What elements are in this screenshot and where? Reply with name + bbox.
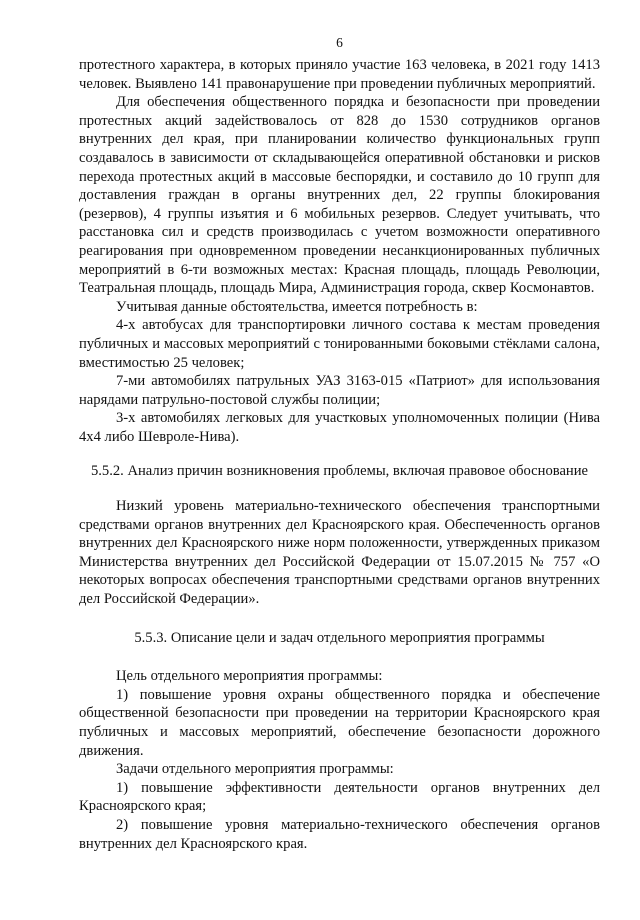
paragraph-need-passenger-cars: 3-х автомобилях легковых для участковых уполномоченных полиции (Нива 4х4 либо Шевроле-Нива). (79, 410, 600, 445)
paragraph-task-1: 1) повышение эффективности деятельности органов внутренних дел Красноярского края; (79, 779, 600, 815)
section-heading-5-5-2: 5.5.2. Анализ причин возникновения проблемы, включая правовое обоснование (90, 463, 589, 480)
paragraph-public-order-forces: Для обеспечения общественного порядка и безопасности при проведении протестных акций задействовалось от 828 до 1530 сотрудников органов внутренних дел края, при планировании количество функциональных групп создавалось в зависимости от складывающейся оперативной обстановки и рисков перехода протестных акций в массовые беспорядки, и составило до 10 групп для доставления граждан в органы внутренних дел, 22 группы блокирования (резервов), 4 группы изъятия и 6 мобильных резервов. Следует учитывать, что расстановка сил и средств производилась с учетом возможности оперативного реагирования при одновременном проведении несанкционированных публичных мероприятий в 6-ти возможных местах: Красная площадь, площадь Революции, Театральная площадь, площадь Мира, Администрация города, сквер Космонавтов. (79, 94, 600, 297)
paragraph-need-patrol-cars: 7-ми автомобилях патрульных УАЗ 3163-015 «Патриот» для использования нарядами патрульно-постовой службы полиции; (79, 373, 600, 408)
paragraph-need-buses: 4-х автобусах для транспортировки личного состава к местам проведения публичных и массовых мероприятий с тонированными боковыми стёклами салона, вместимостью 25 человек; (79, 317, 600, 371)
paragraph-goal-1: 1) повышение уровня охраны общественного порядка и обеспечение общественной безопасности при проведении на территории Красноярского края публичных и массовых мероприятий, обеспечение безопасности дорожного движения. (79, 686, 600, 759)
paragraph-needs-intro: Учитывая данные обстоятельства, имеется потребность в: (116, 298, 478, 315)
paragraph-task-2: 2) повышение уровня материально-технического обеспечения органов внутренних дел Красноярского края. (79, 816, 600, 852)
section-heading-5-5-3: 5.5.3. Описание цели и задач отдельного мероприятия программы (134, 629, 545, 646)
paragraph-tasks-label: Задачи отдельного мероприятия программы: (116, 761, 394, 778)
paragraph-goal-label: Цель отдельного мероприятия программы: (116, 668, 383, 685)
page-number: 6 (336, 35, 343, 50)
paragraph-intro-continuation: протестного характера, в которых приняло участие 163 человека, в 2021 году 1413 человек. Выявлено 141 правонарушение при проведении публичных мероприятий. (79, 57, 600, 92)
paragraph-problem-analysis: Низкий уровень материально-технического обеспечения транспортными средствами органов внутренних дел Красноярского края. Обеспеченность органов внутренних дел Красноярского ниже норм положенности, утвержденных приказом Министерства внутренних дел Российской Федерации от 15.07.2015 № 757 «О некоторых вопросах обеспечения транспортными средствами органов внутренних дел Российской Федерации». (79, 498, 600, 608)
